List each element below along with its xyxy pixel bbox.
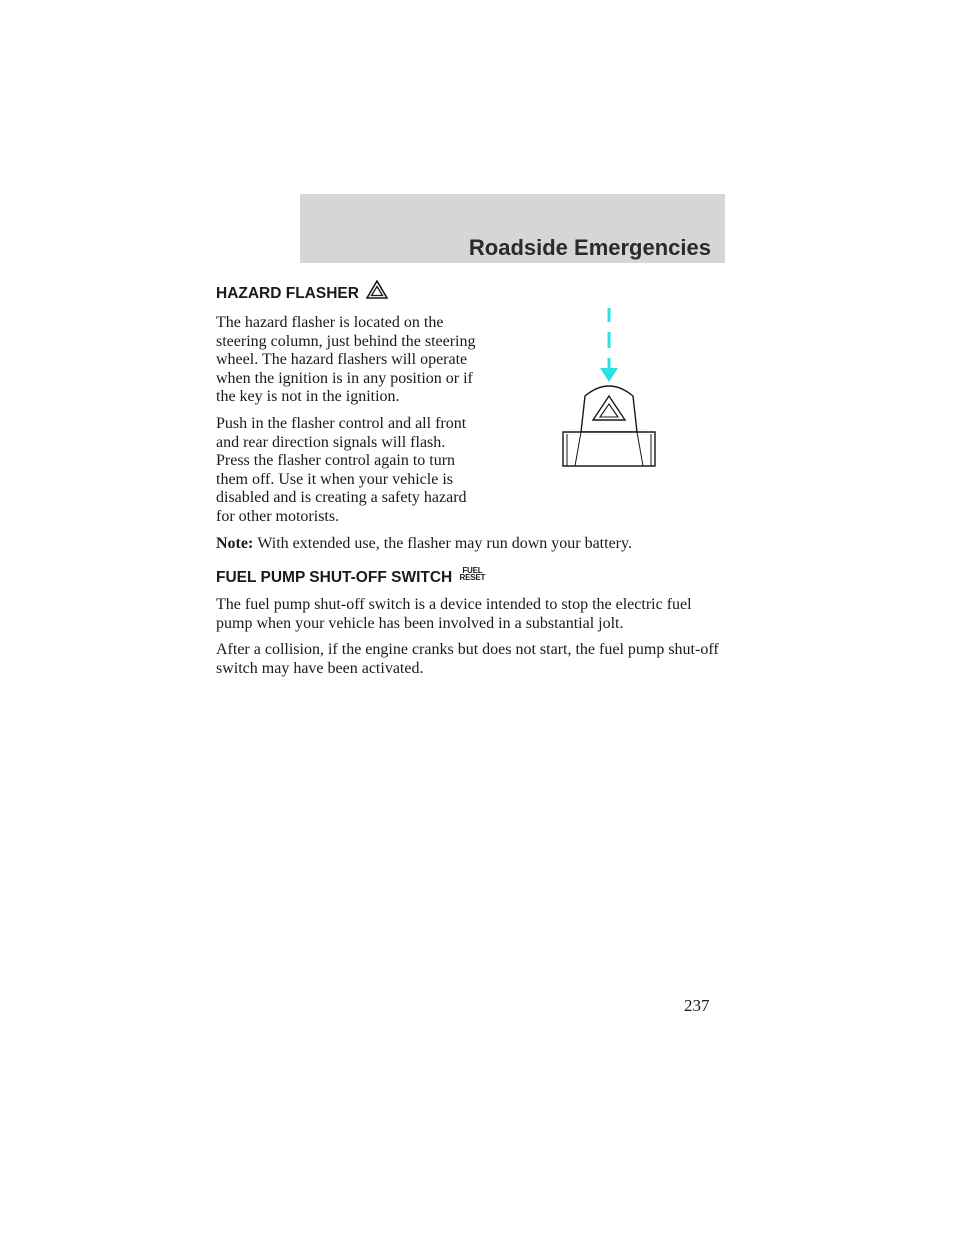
fuel-pump-heading-text: FUEL PUMP SHUT-OFF SWITCH — [216, 569, 453, 587]
hazard-triangle-icon — [366, 280, 388, 306]
hazard-button-illustration — [555, 304, 665, 472]
section-title: Roadside Emergencies — [468, 235, 711, 260]
fuel-pump-collision-paragraph: After a collision, if the engine cranks but does not start, the fuel pump shut-off switch may have been activated. — [216, 641, 719, 677]
fuel-pump-heading — [216, 567, 726, 588]
fuel-reset-icon-line2: RESET — [459, 573, 486, 583]
hazard-usage-paragraph: Push in the flasher control and all front and rear direction signals will flash. Press the flasher control again to turn them off. Use it when your vehicle is disabled and is creating a safety hazard for other motorists. — [216, 414, 467, 525]
fuel-reset-icon-line1: FUEL — [462, 566, 483, 576]
battery-note — [216, 535, 726, 554]
hazard-flasher-heading — [216, 280, 726, 306]
note-label: Note: — [216, 534, 254, 552]
page-number: 237 — [684, 996, 710, 1015]
hazard-location-paragraph: The hazard flasher is located on the steering column, just behind the steering wheel. The hazard flashers will operate when the ignition is in any position or if the key is not in the ignition. — [216, 314, 476, 406]
fuel-reset-icon — [460, 567, 486, 581]
pointer-arrow-icon — [600, 368, 618, 382]
hazard-flasher-heading-text: HAZARD FLASHER — [216, 285, 359, 302]
hazard-button-drawing — [555, 304, 665, 472]
note-text: With extended use, the flasher may run down your battery. — [257, 534, 632, 552]
section-header-band — [300, 194, 725, 263]
fuel-pump-description-paragraph: The fuel pump shut-off switch is a device intended to stop the electric fuel pump when your vehicle has been involved in a substantial jolt. — [216, 596, 692, 632]
